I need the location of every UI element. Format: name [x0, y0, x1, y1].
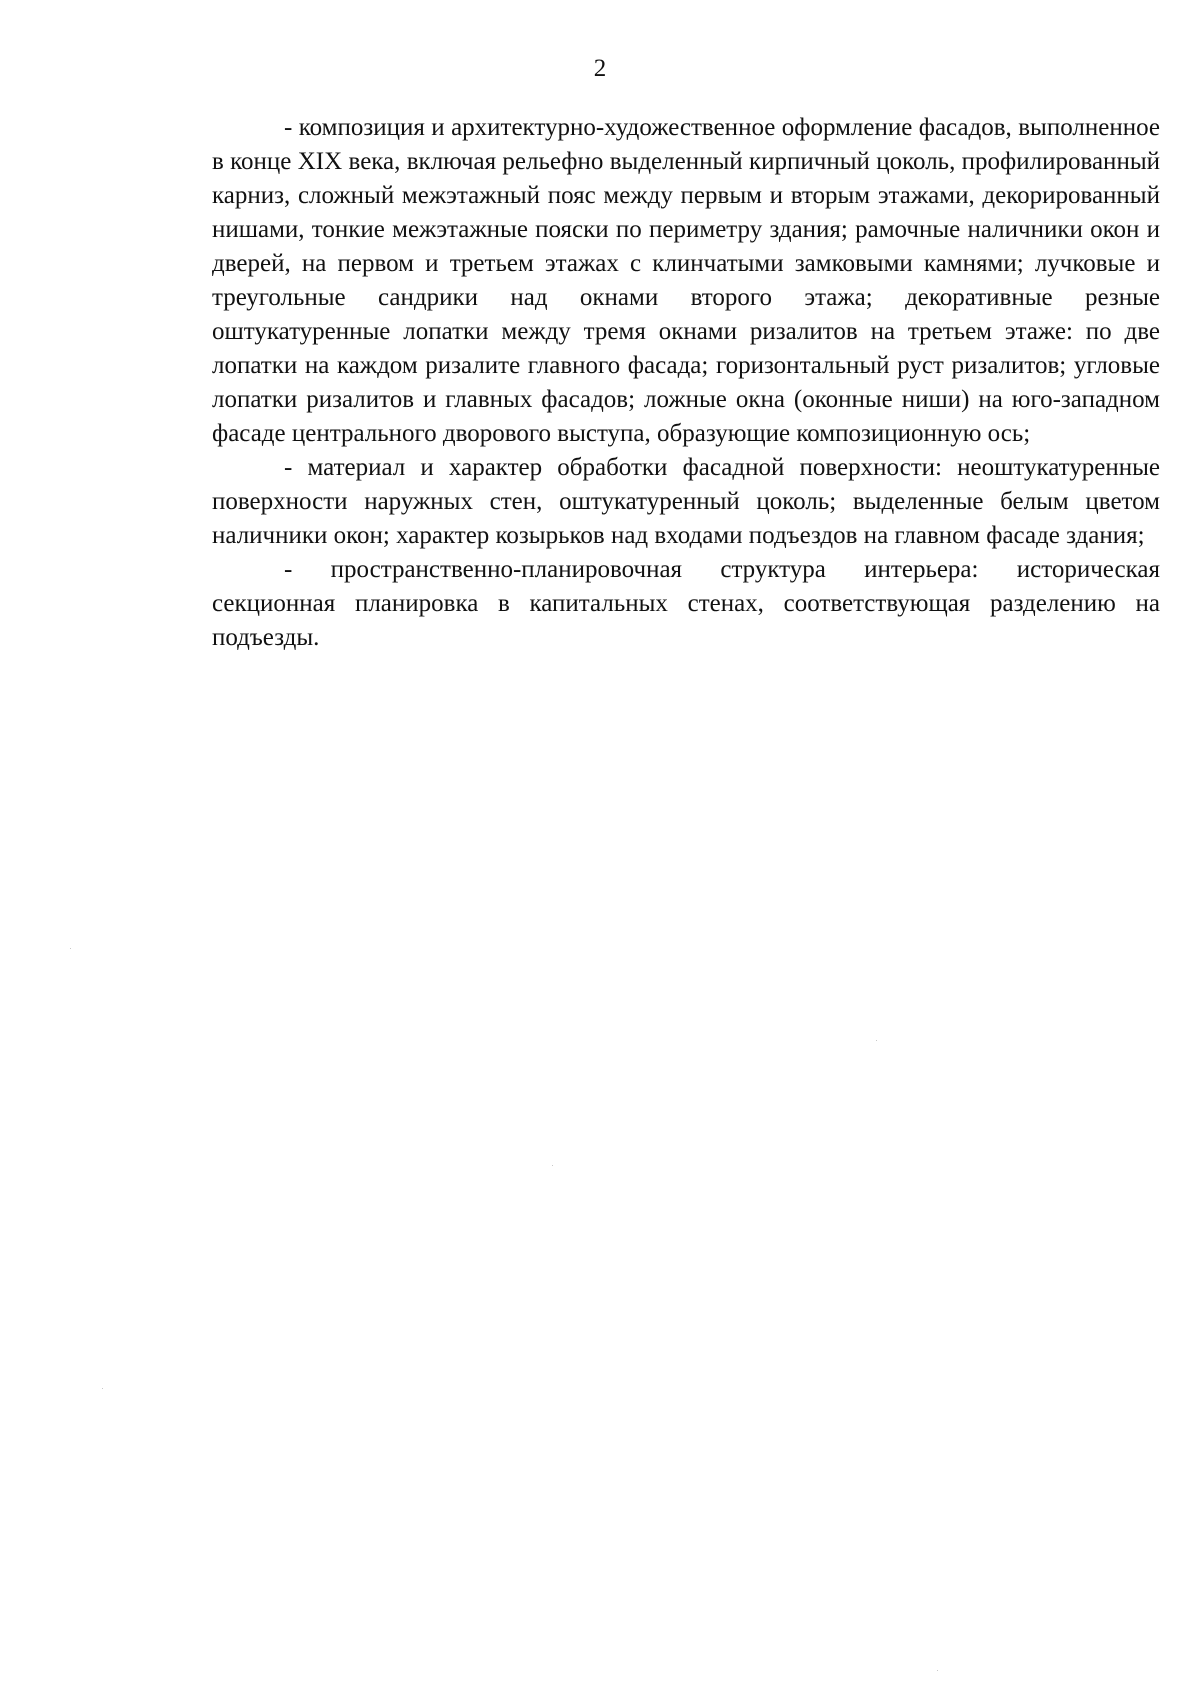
scan-speck [876, 1040, 877, 1041]
paragraph-facade-composition: - композиция и архитектурно-художественное оформление фасадов, выполненное в конце XIX века, включая рельефно выделенный кирпичный цоколь, профилированный карниз, сложный межэтажный пояс между первым и вторым этажами, декорированный нишами, тонкие межэтажные пояски по периметру здания; рамочные наличники окон и дверей, на первом и третьем этажах с клинчатыми замковыми камнями; лучковые и треугольные сандрики над окнами второго этажа; декоративные резные оштукатуренные лопатки между тремя окнами ризалитов на третьем этаже: по две лопатки на каждом ризалите главного фасада; горизонтальный руст ризалитов; угловые лопатки ризалитов и главных фасадов; ложные окна (оконные ниши) на юго-западном фасаде центрального дворового выступа, образующие композиционную ось; [212, 114, 1160, 447]
page-number: 2 [593, 55, 607, 82]
scan-speck [70, 948, 71, 949]
scan-speck [552, 1165, 553, 1166]
scan-speck [937, 1670, 938, 1671]
paragraph-facade-material: - материал и характер обработки фасадной поверхности: неоштукатуренные поверхности наружных стен, оштукатуренный цоколь; выделенные белым цветом наличники окон; характер козырьков над входами подъездов на главном фасаде здания; [212, 454, 1160, 549]
paragraph-interior-structure: - пространственно-планировочная структура интерьера: историческая секционная планировка в капитальных стенах, соответствующая разделению на подъезды. [212, 556, 1160, 651]
scan-speck [102, 1388, 103, 1389]
document-body [212, 111, 1160, 655]
